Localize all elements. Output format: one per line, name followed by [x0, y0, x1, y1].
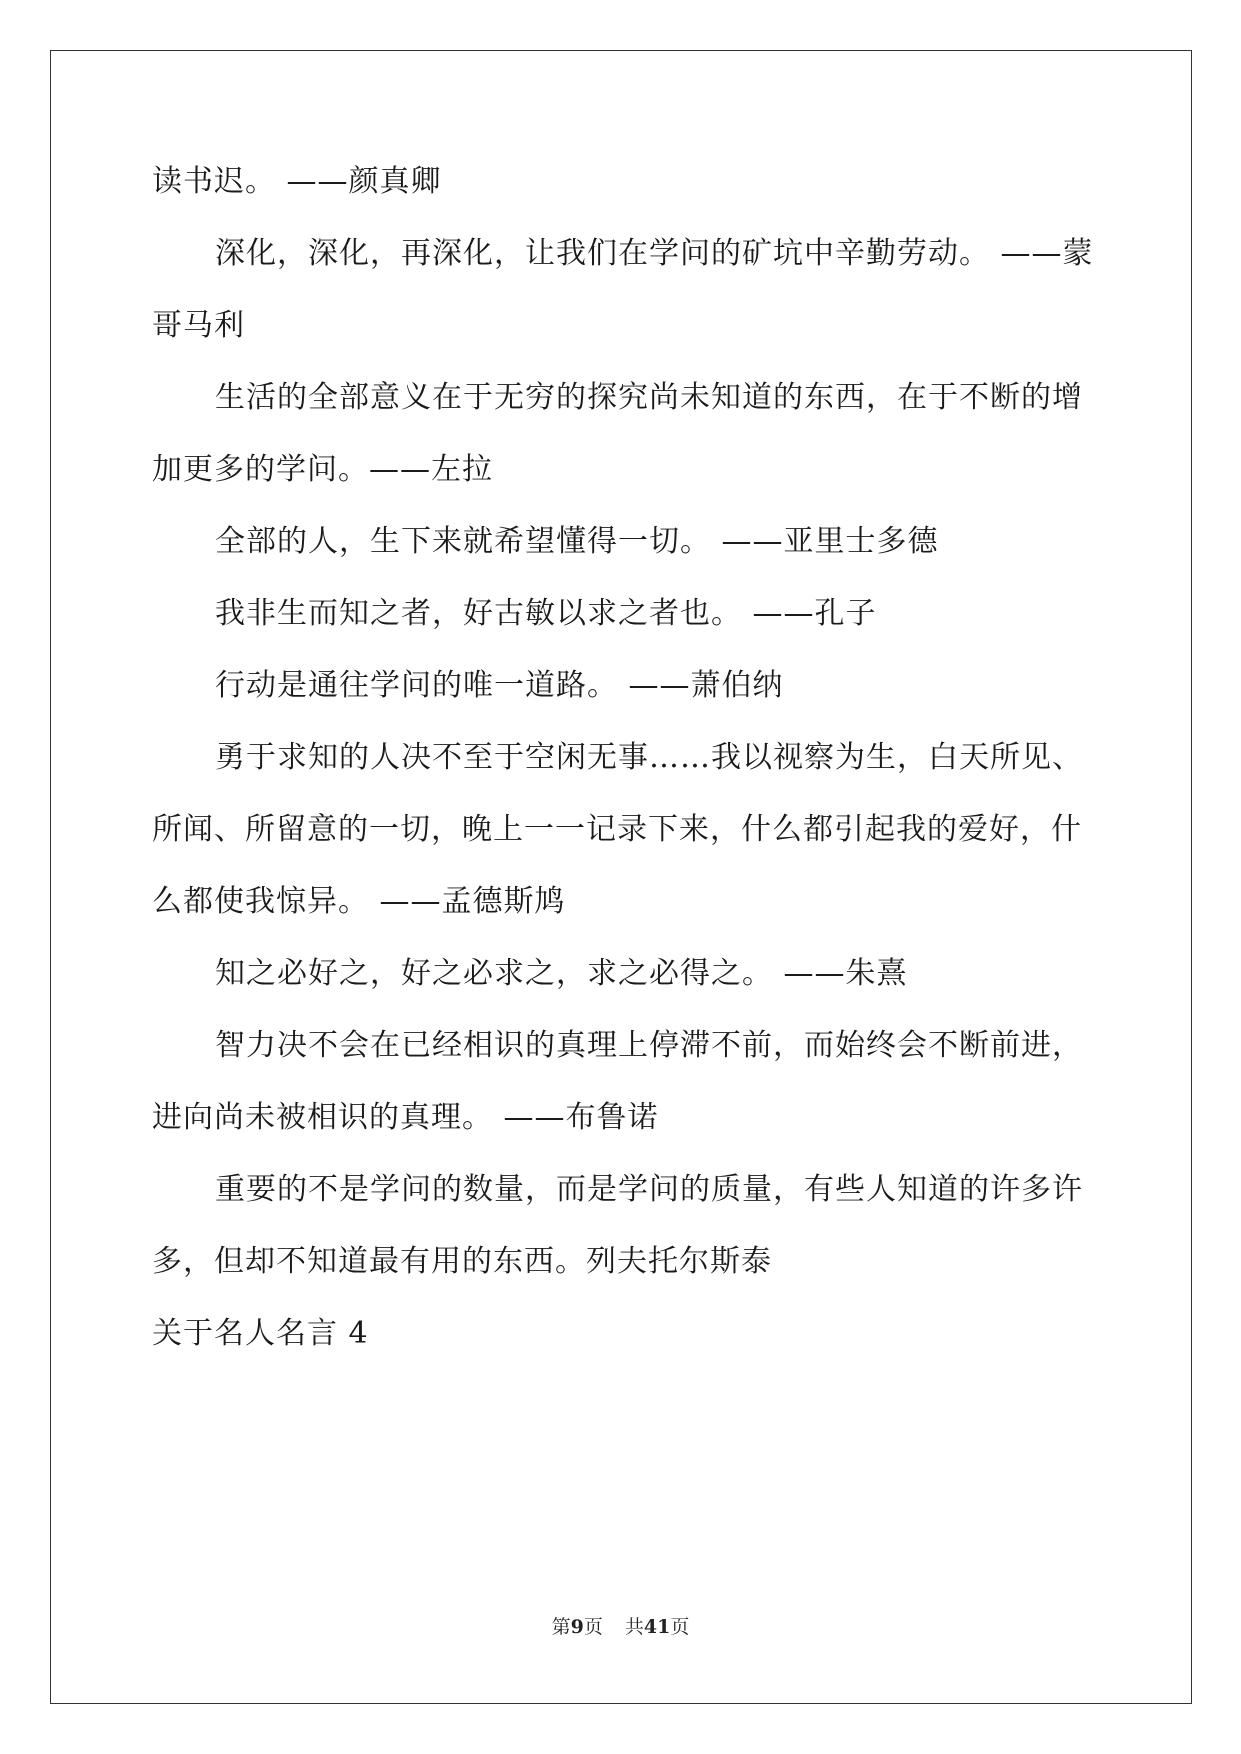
page-border: [50, 50, 1192, 1704]
text-line: 全部的人，生下来就希望懂得一切。 ——亚里士多德: [215, 524, 939, 559]
text-line: 深化，深化，再深化，让我们在学问的矿坑中辛勤劳动。 ——蒙: [215, 236, 1094, 271]
text-line: 重要的不是学问的数量，而是学问的质量，有些人知道的许多许: [215, 1172, 1083, 1207]
text-line: 多，但却不知道最有用的东西。列夫托尔斯泰: [152, 1244, 772, 1279]
footer-total-prefix: 共: [624, 1616, 644, 1638]
text-line: 知之必好之，好之必求之，求之必得之。 ——朱熹: [215, 956, 908, 991]
text-line: 读书迟。 ——颜真卿: [152, 164, 442, 199]
text-line: 行动是通往学问的唯一道路。 ——萧伯纳: [215, 668, 784, 703]
text-line: 么都使我惊异。 ——孟德斯鸠: [152, 884, 566, 919]
page-number: 9: [570, 1616, 584, 1638]
text-line: 我非生而知之者，好古敏以求之者也。 ——孔子: [215, 596, 877, 631]
text-line: 哥马利: [152, 308, 245, 343]
text-line: 勇于求知的人决不至于空闲无事……我以视察为生，白天所见、: [215, 740, 1083, 775]
text-line: 所闻、所留意的一切，晚上一一记录下来，什么都引起我的爱好，什: [152, 812, 1082, 847]
page-footer: [0, 1615, 1241, 1639]
total-pages: 41: [643, 1616, 671, 1638]
text-line: 进向尚未被相识的真理。 ——布鲁诺: [152, 1100, 659, 1135]
section-heading: 关于名人名言 4: [152, 1316, 369, 1351]
text-line: 加更多的学问。——左拉: [152, 452, 493, 487]
footer-prefix: 第: [551, 1616, 571, 1638]
text-line: 生活的全部意义在于无穷的探究尚未知道的东西，在于不断的增: [215, 380, 1083, 415]
footer-page-suffix: 页: [583, 1616, 603, 1638]
text-line: 智力决不会在已经相识的真理上停滞不前，而始终会不断前进，: [215, 1028, 1083, 1063]
footer-total-suffix: 页: [670, 1616, 690, 1638]
